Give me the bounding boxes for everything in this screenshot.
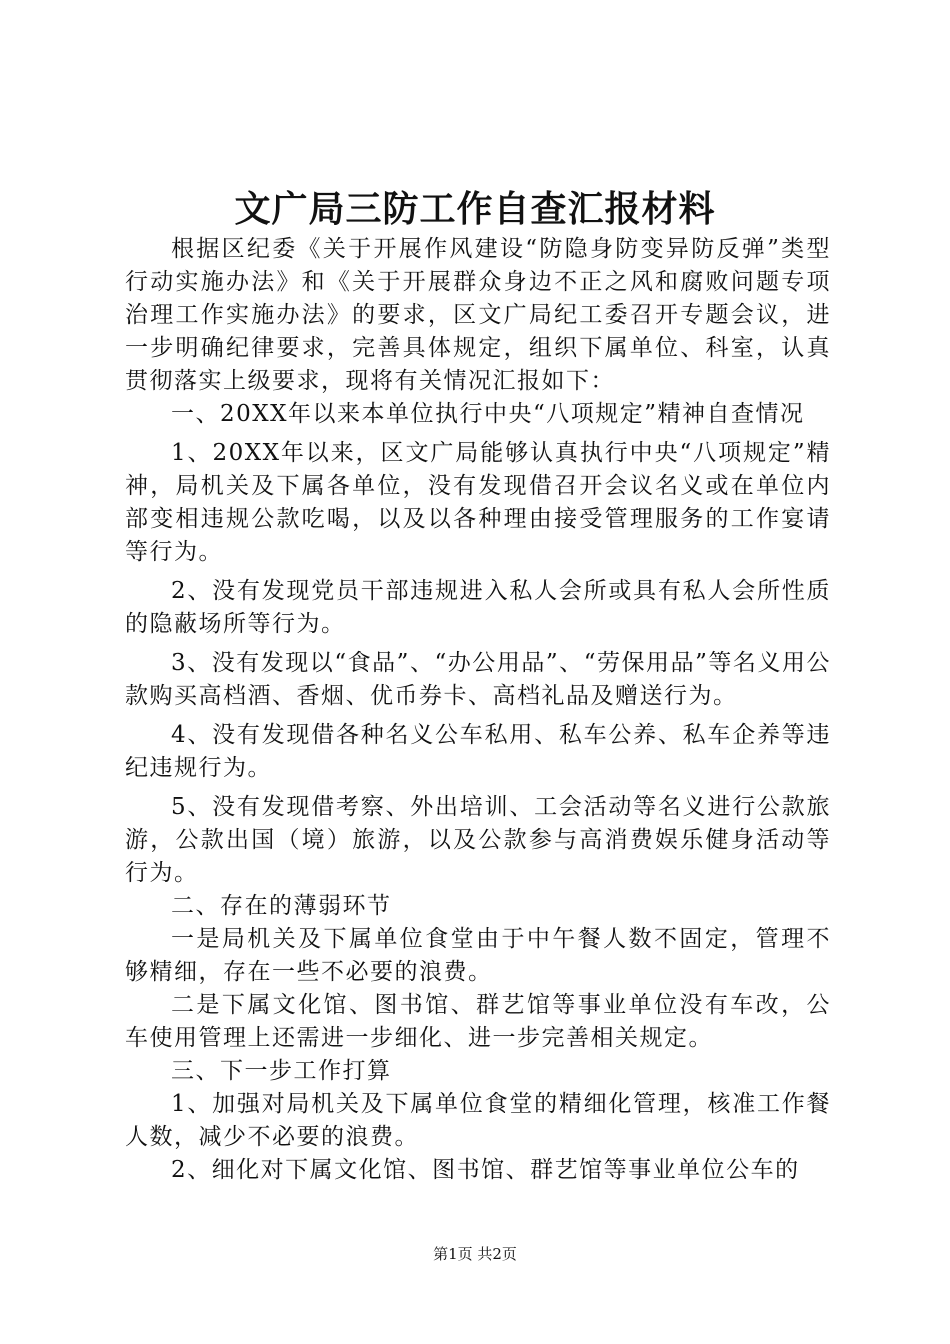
paragraph-intro: 根据区纪委《关于开展作风建设“防隐身防变异防反弹”类型行动实施办法》和《关于开展群众身边不正之风和腐败问题专项治理工作实施办法》的要求，区文广局纪工委召开专题会议，进一步明确纪律要求，完善具体规定，组织下属单位、科室，认真贯彻落实上级要求，现将有关情况汇报如下： [125, 236, 831, 394]
paragraph-plan-1: 1、加强对局机关及下属单位食堂的精细化管理，核准工作餐人数，减少不必要的浪费。 [125, 1091, 831, 1150]
section-heading-1: 一、20XX年以来本单位执行中央“八项规定”精神自查情况 [171, 401, 805, 427]
paragraph-item-1: 1、20XX年以来，区文广局能够认真执行中央“八项规定”精神，局机关及下属各单位，没有发现借召开会议名义或在单位内部变相违规公款吃喝，以及以各种理由接受管理服务的工作宴请等行为。 [125, 440, 831, 565]
paragraph-item-3: 3、没有发现以“食品”、“办公用品”、“劳保用品”等名义用公款购买高档酒、香烟、优币券卡、高档礼品及赠送行为。 [125, 650, 831, 709]
paragraph-item-4: 4、没有发现借各种名义公车私用、私车公养、私车企养等违纪违规行为。 [125, 722, 831, 781]
document-body [125, 233, 831, 1187]
section-heading-3: 三、下一步工作打算 [171, 1058, 392, 1084]
document-title: 文广局三防工作自查汇报材料 [234, 188, 716, 230]
section-heading-2: 二、存在的薄弱环节 [171, 893, 392, 919]
paragraph-weakness-1: 一是局机关及下属单位食堂由于中午餐人数不固定，管理不够精细，存在一些不必要的浪费。 [125, 926, 831, 985]
paragraph-plan-2: 2、细化对下属文化馆、图书馆、群艺馆等事业单位公车的 [171, 1157, 800, 1183]
page-number-footer: 第1页 共2页 [433, 1245, 517, 1263]
paragraph-item-5: 5、没有发现借考察、外出培训、工会活动等名义进行公款旅游，公款出国（境）旅游，以及公款参与高消费娱乐健身活动等行为。 [125, 794, 831, 886]
paragraph-item-2: 2、没有发现党员干部违规进入私人会所或具有私人会所性质的隐蔽场所等行为。 [125, 578, 831, 637]
paragraph-weakness-2: 二是下属文化馆、图书馆、群艺馆等事业单位没有车改，公车使用管理上还需进一步细化、进一步完善相关规定。 [125, 992, 831, 1051]
